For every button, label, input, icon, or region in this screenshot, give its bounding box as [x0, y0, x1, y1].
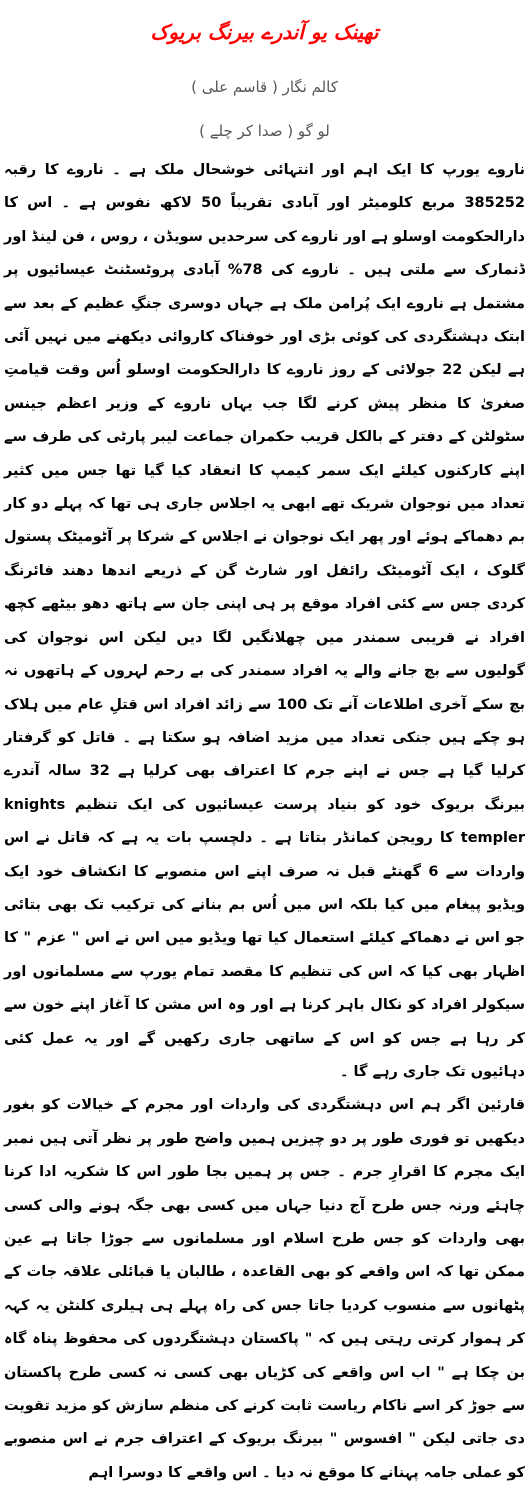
- dedication-byline: لو گو ( صدا کر چلے ): [199, 122, 330, 140]
- article-paragraph-1: ناروے یورپ کا ایک اہم اور انتہائی خوشحال ملک ہے ۔ ناروے کا رقبہ 385252 مربع کلومیٹر اور آبادی تقریباً 50 لاکھ نفوس ہے ۔ اس کا دارالحکومت اوسلو ہے اور ناروے کی سرحدیں سویڈن ، روس ، فن لینڈ اور ڈنمارک سے ملتی ہیں ۔ ناروے کی 78% آبادی پروٹسٹنٹ عیسائیوں پر مشتمل ہے ناروے ایک پُرامن ملک ہے جہاں دوسری جنگِ عظیم کے بعد سے ابتک دہشتگردی کی کوئی بڑی اور خوفناک کاروائی دیکھنے میں نہیں آئی ہے لیکن 22 جولائی کے روز ناروے کا دارالحکومت اوسلو اُس وقت قیامتِ صغریٰ کا منظر پیش کرنے لگا جب یہاں ناروے کے وزیر اعظم جینس سٹولٹن کے دفتر کے بالکل قریب حکمران جماعت لیبر پارٹی کی طرف سے اپنے کارکنوں کیلئے ایک سمر کیمپ کا انعقاد کیا گیا تھا جس میں کثیر تعداد میں نوجوان شریک تھے ابھی یہ اجلاس جاری ہی تھا کہ پہلے دو کار بم دھماکے ہوئے اور پھر ایک نوجوان نے اجلاس کے شرکا پر آٹومیٹک پستول گلوک ، ایک آٹومیٹک رائفل اور شارٹ گن کے ذریعے اندھا دھند فائرنگ کردی جس سے کئی افراد موقع پر ہی اپنی جان سے ہاتھ دھو بیٹھے کچھ افراد نے قریبی سمندر میں چھلانگیں لگا دیں لیکن اس نوجوان کی گولیوں سے بچ جانے والے یہ افراد سمندر کی بے رحم لہروں کے ہاتھوں نہ بچ سکے آخری اطلاعات آنے تک 100 سے زائد افراد اس قتلِ عام میں ہلاک ہو چکے ہیں جنکی تعداد میں مزید اضافہ ہو سکتا ہے ۔ قاتل کو گرفتار کرلیا گیا ہے جس نے اپنے جرم کا اعتراف بھی کرلیا ہے 32 سالہ آندرے بیرنگ بریوک خود کو بنیاد پرست عیسائیوں کی ایک تنظیم knights templer کا رویجن کمانڈر بتاتا ہے ۔ دلچسپ بات یہ ہے کہ قاتل نے اس واردات سے 6 گھنٹے قبل نہ صرف اپنے اس منصوبے کا انکشاف خود ایک ویڈیو پیغام میں کیا بلکہ اس میں اُس بم بنانے کی ترکیب تک بھی بتائی جو اس نے دھماکے کیلئے استعمال کیا تھا ویڈیو میں اس نے اس " عزم " کا اظہار بھی کیا کہ اس کی تنظیم کا مقصد تمام یورپ سے مسلمانوں اور سیکولر افراد کو نکال باہر کرنا ہے اور وہ اس مشن کا آغاز اپنے خون سے کر رہا ہے جس کو اس کے ساتھی جاری رکھیں گے اور یہ عمل کئی دہائیوں تک جاری رہے گا ۔: [4, 162, 526, 1080]
- article-paragraph-2: قارئین اگر ہم اس دہشتگردی کی واردات اور مجرم کے خیالات کو بغور دیکھیں تو فوری طور پر دو چیزیں ہمیں واضح طور پر نظر آتی ہیں نمبر ایک مجرم کا اقرارِ جرم ۔ جس پر ہمیں بجا طور اس کا شکریہ ادا کرنا چاہئے ورنہ جس طرح آج دنیا جہاں میں کسی بھی جگہ ہونے والی کسی بھی واردات کو جس طرح اسلام اور مسلمانوں سے جوڑا جاتا ہے عین ممکن تھا کہ اس واقعے کو بھی القاعدہ ، طالبان یا قبائلی علاقہ جات کے پٹھانوں سے منسوب کردیا جاتا جس کی راہ پہلے ہی ہیلری کلنٹن یہ کہہ کر ہموار کرتی رہتی ہیں کہ " پاکستان دہشتگردوں کی محفوظ پناہ گاہ بن چکا ہے " اب اس واقعے کی کڑیاں بھی کسی نہ کسی طرح پاکستان سے جوڑ کر اسے ناکام ریاست ثابت کرنے کی منظم سازش کو مزید تقویت دی جاتی لیکن " افسوس " بیرنگ بریوک کے اعتراف جرم نے اس منصوبے کو عملی جامہ پہنانے کا موقع نہ دیا ۔ اس واقعے کا دوسرا اہم: [4, 1097, 525, 1481]
- article-body: [4, 154, 525, 1490]
- author-byline: کالم نگار ( قاسم علی ): [191, 78, 338, 96]
- article-title: تھینک یو آندرے بیرنگ بریوک: [150, 20, 379, 44]
